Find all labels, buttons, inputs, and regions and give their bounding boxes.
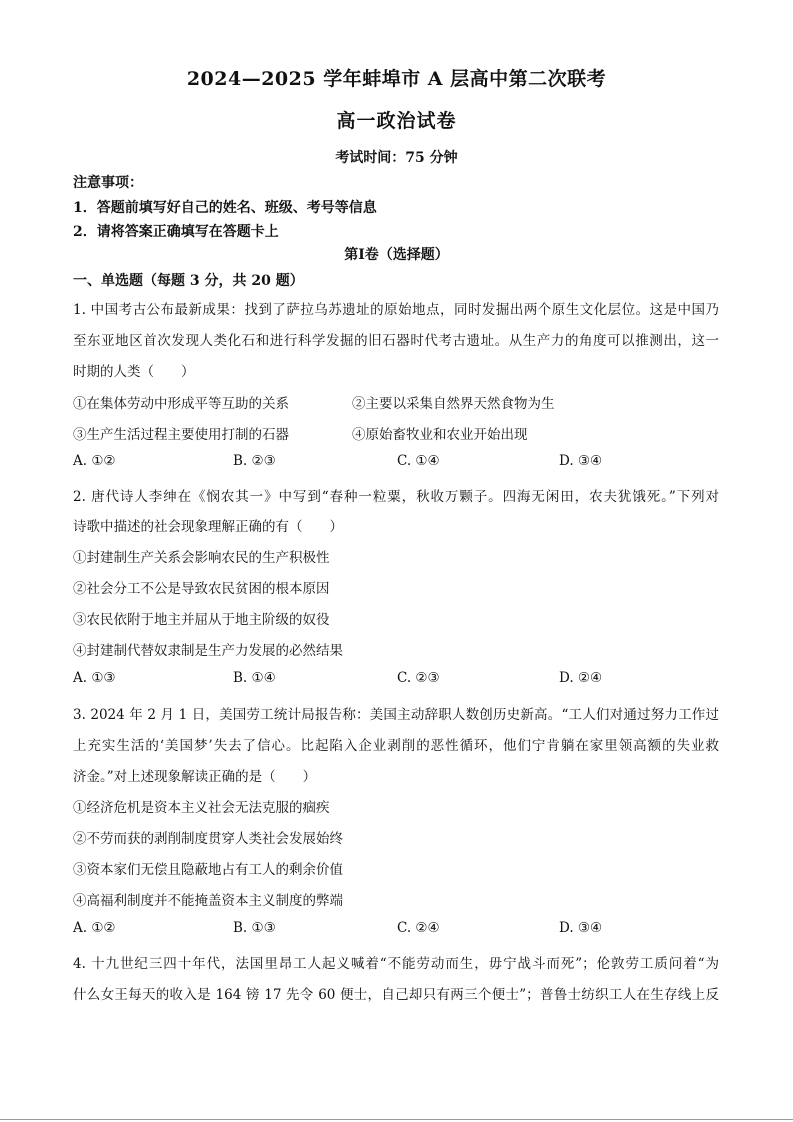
question-4-text: 什么女王每天的收入是 164 镑 17 先令 60 便士，自己却只有两三个便士”；普鲁士纺织工人在生存线上反 [73,987,719,1003]
exam-duration: 考试时间：75 分钟 [335,150,458,166]
question-2-statement: ③农民依附于地主并屈从于地主阶级的奴役 [73,612,330,628]
question-1-statement: ④原始畜牧业和农业开始出现 [352,427,528,443]
question-1-text: 时期的人类（ ） [73,364,195,380]
question-2-text: 2. 唐代诗人李绅在《悯农其一》中写到“春种一粒粟，秋收万颗子。四海无闲田，农夫犹饿死。”下列对 [73,489,719,505]
question-1-text: 至东亚地区首次发现人类化石和进行科学发掘的旧石器时代考古遗址。从生产力的角度可以推测出，这一 [73,333,719,349]
question-3-text: 3. 2024 年 2 月 1 日，美国劳工统计局报告称：美国主动辞职人数创历史新高。“工人们对通过努力工作过 [73,707,719,723]
question-2-option-d: D. ②④ [559,670,603,686]
question-1-text: 1. 中国考古公布最新成果：找到了萨拉乌苏遗址的原始地点，同时发掘出两个原生文化层位。这是中国乃 [73,302,719,318]
question-3-option-b: B. ①③ [233,920,276,936]
question-3-statement: ②不劳而获的剥削制度贯穿人类社会发展始终 [73,831,343,847]
page-bottom-rule [0,1119,793,1120]
question-4-text: 4. 十九世纪三四十年代，法国里昂工人起义喊着“不能劳动而生，毋宁战斗而死”；伦敦劳工质问着“为 [73,956,719,972]
question-1-statement: ①在集体劳动中形成平等互助的关系 [73,396,289,412]
question-1-option-c: C. ①④ [397,453,440,469]
question-3-option-c: C. ②④ [397,920,440,936]
part-title: 一、单选题（每题 3 分，共 20 题） [73,273,304,289]
question-3-statement: ③资本家们无偿且隐蔽地占有工人的剩余价值 [73,862,343,878]
notice-item: 1．答题前填写好自己的姓名、班级、考号等信息 [73,200,377,216]
subject-title: 高一政治试卷 [336,110,457,132]
notice-heading: 注意事项： [73,175,143,191]
question-2-option-c: C. ②③ [397,670,440,686]
question-2-option-a: A. ①③ [73,670,116,686]
question-3-option-a: A. ①② [73,920,116,936]
question-3-text: 上充实生活的‘美国梦’失去了信心。比起陷入企业剥削的恶性循环，他们宁肯躺在家里领高额的失业救 [73,738,719,754]
question-1-option-b: B. ②③ [233,453,276,469]
question-2-option-b: B. ①④ [233,670,276,686]
question-1-statement: ③生产生活过程主要使用打制的石器 [73,427,289,443]
question-1-option-a: A. ①② [73,453,116,469]
question-3-statement: ①经济危机是资本主义社会无法克服的痼疾 [73,800,330,816]
question-3-option-d: D. ③④ [559,920,603,936]
question-1-statement: ②主要以采集自然界天然食物为生 [352,396,555,412]
question-3-text: 济金。”对上述现象解读正确的是（ ） [73,769,317,785]
question-3-statement: ④高福利制度并不能掩盖资本主义制度的弊端 [73,893,343,909]
question-2-statement: ④封建制代替奴隶制是生产力发展的必然结果 [73,643,343,659]
exam-title: 2024—2025 学年蚌埠市 A 层高中第二次联考 [186,68,607,90]
section-title: 第Ⅰ卷（选择题） [344,247,449,263]
question-2-text: 诗歌中描述的社会现象理解正确的有（ ） [73,519,343,535]
notice-item: 2．请将答案正确填写在答题卡上 [73,224,279,240]
question-1-option-d: D. ③④ [559,453,603,469]
question-2-statement: ①封建制生产关系会影响农民的生产积极性 [73,550,330,566]
question-2-statement: ②社会分工不公是导致农民贫困的根本原因 [73,581,330,597]
